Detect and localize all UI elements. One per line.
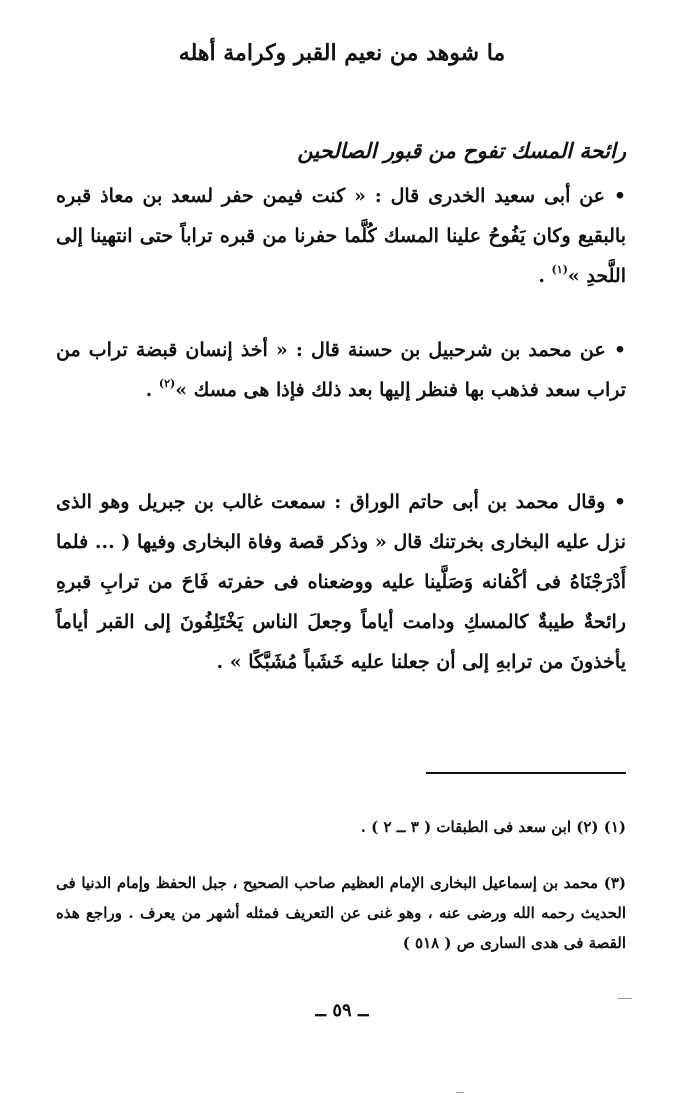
footnote-1: (١) (٢) ابن سعد فى الطبقات ( ٣ ــ ٢ ) . xyxy=(360,818,626,836)
paragraph-1-text: • عن أبى سعيد الخدرى قال : « كنت فيمن حفر لسعد بن معاذ قبره بالبقيع وكان يَفُوحُ علينا المسك كُلَّما حفرنا من قبره تراباً حتى انتهينا إلى اللَّحدِ » xyxy=(56,185,626,287)
running-header-title: ما شوهد من نعيم القبر وكرامة أهله xyxy=(178,40,506,66)
paragraph-1 xyxy=(56,176,626,296)
footnote-ref-1: (١) xyxy=(551,263,568,276)
paragraph-3-text: • وقال محمد بن أبى حاتم الوراق : سمعت غالب بن جبريل وهو الذى نزل عليه البخارى بخرتنك قال « وذكر قصة وفاة البخارى وفيها ( ... فلما أَدْرَجْنَاهُ فى أكْفانه وَصَلَّينا عليه ووضعناه فى حفرته فَاحَ من ترابِ قبرهِ رائحةٌ طيبةٌ كالمسكِ ودامت أياماً وجعلَ الناس يَخْتَلِفُونَ إلى القبر أياماً يأخذونَ من ترابهِ إلى أن جعلنا عليه خَشَباً مُشَبَّكًا » . xyxy=(56,491,626,673)
section-heading: رائحة المسك تفوح من قبور الصالحين xyxy=(297,138,626,163)
footnote-divider xyxy=(426,772,626,774)
scan-speck xyxy=(456,1092,464,1093)
footnote-2: (٣) محمد بن إسماعيل البخارى الإمام العظيم صاحب الصحيح ، جبل الحفظ وإمام الدنيا فى الحديث رحمه الله ورضى عنه ، وهو غنى عن التعريف فمثله أشهر من يعرف . وراجع هذه القصة فى هدى السارى ص ( ٥١٨ ) xyxy=(56,874,626,952)
paragraph-2-tail: . xyxy=(145,379,159,401)
paragraph-1-tail: . xyxy=(538,265,552,287)
paragraph-2 xyxy=(56,330,626,410)
footnote-ref-2: (٢) xyxy=(158,377,176,390)
page-number: ــ ٥٩ ــ xyxy=(315,1000,369,1021)
paragraph-2-text: • عن محمد بن شرحبيل بن حسنة قال : « أخذ إنسان قبضة تراب من تراب سعد فذهب بها فنظر إليها بعد ذلك فإذا هى مسك » xyxy=(56,339,626,401)
paragraph-3 xyxy=(56,482,626,682)
scan-speck xyxy=(618,998,632,999)
